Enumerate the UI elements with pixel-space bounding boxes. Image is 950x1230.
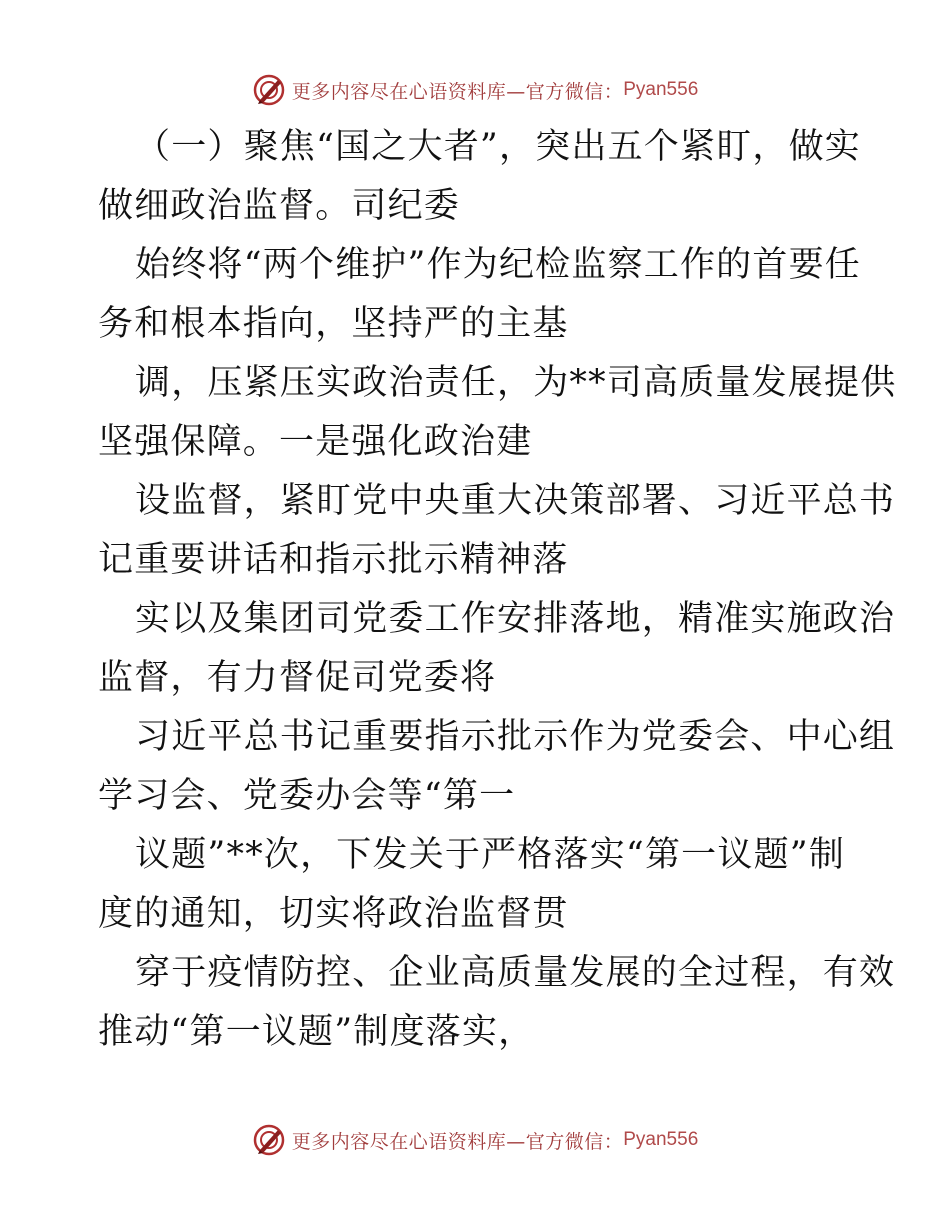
text-line: 习近平总书记重要指示批示作为党委会、中心组 [135, 717, 896, 757]
text-line: 务和根本指向，坚持严的主基 [98, 304, 569, 344]
watermark-wechat-id: Pyan556 [623, 1129, 699, 1150]
pen-logo-icon [252, 73, 286, 107]
text-line: 度的通知，切实将政治监督贯 [98, 894, 569, 934]
text-line: （一）聚焦“国之大者”，突出五个紧盯，做实 [135, 127, 861, 167]
watermark-wechat-id: Pyan556 [623, 79, 699, 100]
watermark-text: 更多内容尽在心语资料库—官方微信： [291, 1130, 624, 1153]
footer-watermark [0, 1120, 950, 1160]
text-line: 监督，有力督促司党委将 [98, 658, 497, 698]
text-line: 推动“第一议题”制度落实， [98, 1012, 535, 1052]
header-watermark [0, 70, 950, 110]
text-line: 穿于疫情防控、企业高质量发展的全过程，有效 [135, 953, 896, 993]
watermark-text: 更多内容尽在心语资料库—官方微信： [291, 80, 624, 103]
text-line: 调，压紧压实政治责任，为**司高质量发展提供 [135, 363, 897, 403]
text-line: 记重要讲话和指示批示精神落 [98, 540, 569, 580]
text-line: 议题”**次，下发关于严格落实“第一议题”制 [135, 835, 846, 875]
text-line: 实以及集团司党委工作安排落地，精准实施政治 [135, 599, 896, 639]
document-body [98, 118, 897, 1062]
text-line: 始终将“两个维护”作为纪检监察工作的首要任 [135, 245, 861, 285]
text-line: 学习会、党委办会等“第一 [98, 776, 516, 816]
text-line: 坚强保障。一是强化政治建 [98, 422, 533, 462]
text-line: 做细政治监督。司纪委 [98, 186, 461, 226]
pen-logo-icon [252, 1123, 286, 1157]
text-line: 设监督，紧盯党中央重大决策部署、习近平总书 [135, 481, 896, 521]
